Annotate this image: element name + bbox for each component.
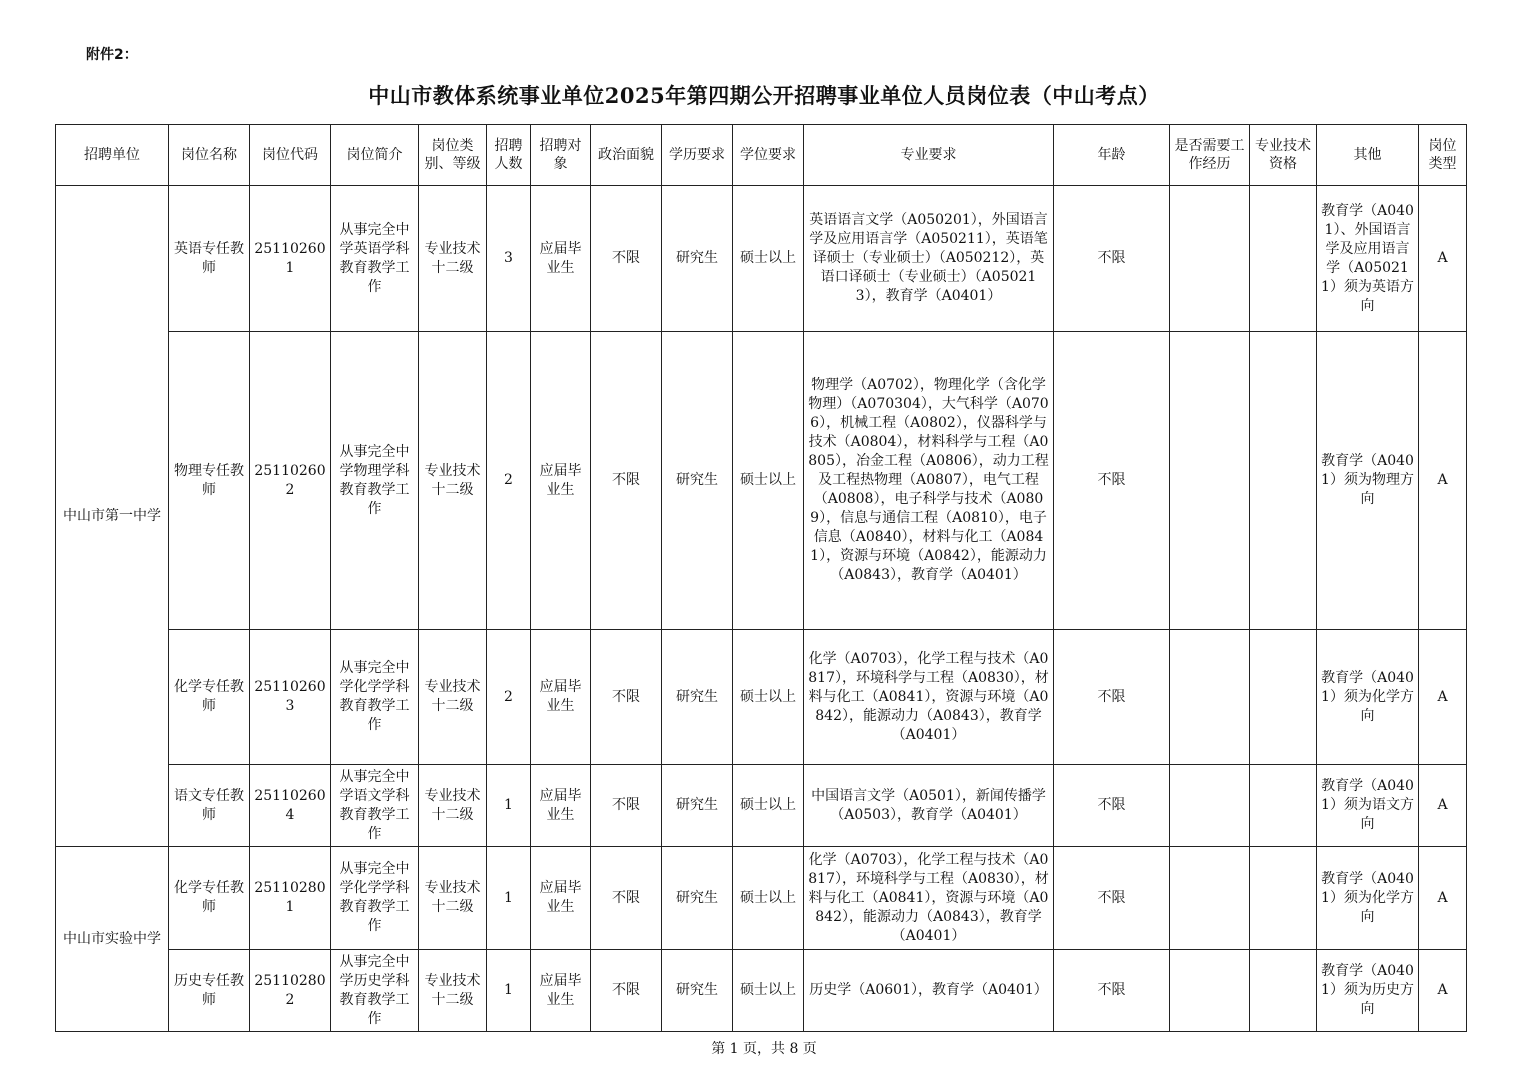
qualification-req (1250, 847, 1317, 950)
header-experience: 是否需要工作经历 (1170, 125, 1250, 186)
major-req: 物理学（A0702），物理化学（含化学物理）（A070304），大气科学（A0706），机械工程（A0802），仪器科学与技术（A0804），材料科学与工程（A0805），冶金工程（A0806），动力工程及工程热物理（A0807），电气工程（A0808），电子科学与技术（A0809），信息与通信工程（A0810），电子信息（A0840），材料与化工（A0841），资源与环境（A0842），能源动力（A0843），教育学（A0401） (804, 332, 1054, 630)
position-type: A (1419, 950, 1467, 1032)
qualification-req (1250, 765, 1317, 847)
recruitment-table (55, 124, 1467, 1032)
political-status: 不限 (591, 847, 662, 950)
header-type: 岗位类型 (1419, 125, 1467, 186)
age-req: 不限 (1054, 630, 1170, 765)
political-status: 不限 (591, 186, 662, 332)
position-code: 251102604 (250, 765, 331, 847)
position-code: 251102802 (250, 950, 331, 1032)
major-req: 历史学（A0601），教育学（A0401） (804, 950, 1054, 1032)
qualification-req (1250, 630, 1317, 765)
education-req: 研究生 (662, 332, 733, 630)
header-political: 政治面貌 (591, 125, 662, 186)
header-education: 学历要求 (662, 125, 733, 186)
position-type: A (1419, 630, 1467, 765)
header-count: 招聘人数 (487, 125, 531, 186)
header-category-level: 岗位类别、等级 (419, 125, 487, 186)
category-level: 专业技术十二级 (419, 950, 487, 1032)
hire-target: 应届毕业生 (531, 847, 591, 950)
position-name: 历史专任教师 (169, 950, 250, 1032)
category-level: 专业技术十二级 (419, 186, 487, 332)
position-intro: 从事完全中学物理学科教育教学工作 (331, 332, 419, 630)
position-type: A (1419, 765, 1467, 847)
position-name: 物理专任教师 (169, 332, 250, 630)
experience-req (1170, 950, 1250, 1032)
hire-count: 1 (487, 847, 531, 950)
hire-count: 2 (487, 630, 531, 765)
attachment-label: 附件2： (86, 47, 138, 63)
hire-count: 1 (487, 765, 531, 847)
hire-target: 应届毕业生 (531, 950, 591, 1032)
position-name: 化学专任教师 (169, 630, 250, 765)
position-type: A (1419, 332, 1467, 630)
age-req: 不限 (1054, 847, 1170, 950)
table-row (56, 765, 1467, 847)
political-status: 不限 (591, 765, 662, 847)
hire-target: 应届毕业生 (531, 332, 591, 630)
other-req: 教育学（A0401）须为历史方向 (1317, 950, 1419, 1032)
position-intro: 从事完全中学历史学科教育教学工作 (331, 950, 419, 1032)
table-row (56, 332, 1467, 630)
hire-count: 1 (487, 950, 531, 1032)
other-req: 教育学（A0401）须为化学方向 (1317, 847, 1419, 950)
hire-count: 2 (487, 332, 531, 630)
header-major: 专业要求 (804, 125, 1054, 186)
table-row (56, 630, 1467, 765)
qualification-req (1250, 186, 1317, 332)
major-req: 化学（A0703），化学工程与技术（A0817），环境科学与工程（A0830），材料与化工（A0841），资源与环境（A0842），能源动力（A0843），教育学（A0401） (804, 630, 1054, 765)
unit-cell: 中山市第一中学 (56, 186, 169, 847)
education-req: 研究生 (662, 186, 733, 332)
header-position-code: 岗位代码 (250, 125, 331, 186)
header-other: 其他 (1317, 125, 1419, 186)
category-level: 专业技术十二级 (419, 847, 487, 950)
major-req: 化学（A0703），化学工程与技术（A0817），环境科学与工程（A0830），材料与化工（A0841），资源与环境（A0842），能源动力（A0843），教育学（A0401） (804, 847, 1054, 950)
experience-req (1170, 847, 1250, 950)
political-status: 不限 (591, 332, 662, 630)
experience-req (1170, 186, 1250, 332)
header-position-intro: 岗位简介 (331, 125, 419, 186)
degree-req: 硕士以上 (733, 950, 804, 1032)
page-title: 中山市教体系统事业单位2025年第四期公开招聘事业单位人员岗位表（中山考点） (368, 83, 1160, 108)
hire-target: 应届毕业生 (531, 765, 591, 847)
experience-req (1170, 332, 1250, 630)
hire-target: 应届毕业生 (531, 630, 591, 765)
header-age: 年龄 (1054, 125, 1170, 186)
other-req: 教育学（A0401）须为语文方向 (1317, 765, 1419, 847)
political-status: 不限 (591, 950, 662, 1032)
other-req: 教育学（A0401）须为化学方向 (1317, 630, 1419, 765)
qualification-req (1250, 950, 1317, 1032)
category-level: 专业技术十二级 (419, 765, 487, 847)
major-req: 中国语言文学（A0501），新闻传播学（A0503），教育学（A0401） (804, 765, 1054, 847)
position-code: 251102801 (250, 847, 331, 950)
position-name: 化学专任教师 (169, 847, 250, 950)
header-target: 招聘对象 (531, 125, 591, 186)
position-name: 英语专任教师 (169, 186, 250, 332)
table-header-row (56, 125, 1467, 186)
position-code: 251102603 (250, 630, 331, 765)
other-req: 教育学（A0401）、外国语言学及应用语言学（A050211）须为英语方向 (1317, 186, 1419, 332)
table-row (56, 186, 1467, 332)
degree-req: 硕士以上 (733, 847, 804, 950)
position-intro: 从事完全中学语文学科教育教学工作 (331, 765, 419, 847)
category-level: 专业技术十二级 (419, 332, 487, 630)
position-intro: 从事完全中学化学学科教育教学工作 (331, 847, 419, 950)
major-req: 英语语言文学（A050201），外国语言学及应用语言学（A050211），英语笔译硕士（专业硕士）（A050212），英语口译硕士（专业硕士）（A050213），教育学（A0401） (804, 186, 1054, 332)
header-qualification: 专业技术资格 (1250, 125, 1317, 186)
age-req: 不限 (1054, 186, 1170, 332)
other-req: 教育学（A0401）须为物理方向 (1317, 332, 1419, 630)
table-row (56, 847, 1467, 950)
education-req: 研究生 (662, 847, 733, 950)
hire-count: 3 (487, 186, 531, 332)
age-req: 不限 (1054, 765, 1170, 847)
header-degree: 学位要求 (733, 125, 804, 186)
education-req: 研究生 (662, 765, 733, 847)
degree-req: 硕士以上 (733, 186, 804, 332)
position-type: A (1419, 847, 1467, 950)
qualification-req (1250, 332, 1317, 630)
position-intro: 从事完全中学化学学科教育教学工作 (331, 630, 419, 765)
page-footer: 第 1 页，共 8 页 (711, 1041, 817, 1057)
position-name: 语文专任教师 (169, 765, 250, 847)
category-level: 专业技术十二级 (419, 630, 487, 765)
age-req: 不限 (1054, 950, 1170, 1032)
education-req: 研究生 (662, 950, 733, 1032)
degree-req: 硕士以上 (733, 765, 804, 847)
header-unit: 招聘单位 (56, 125, 169, 186)
hire-target: 应届毕业生 (531, 186, 591, 332)
unit-cell: 中山市实验中学 (56, 847, 169, 1032)
header-position-name: 岗位名称 (169, 125, 250, 186)
position-intro: 从事完全中学英语学科教育教学工作 (331, 186, 419, 332)
position-code: 251102601 (250, 186, 331, 332)
table-row (56, 950, 1467, 1032)
age-req: 不限 (1054, 332, 1170, 630)
education-req: 研究生 (662, 630, 733, 765)
position-type: A (1419, 186, 1467, 332)
political-status: 不限 (591, 630, 662, 765)
experience-req (1170, 765, 1250, 847)
position-code: 251102602 (250, 332, 331, 630)
degree-req: 硕士以上 (733, 332, 804, 630)
degree-req: 硕士以上 (733, 630, 804, 765)
experience-req (1170, 630, 1250, 765)
